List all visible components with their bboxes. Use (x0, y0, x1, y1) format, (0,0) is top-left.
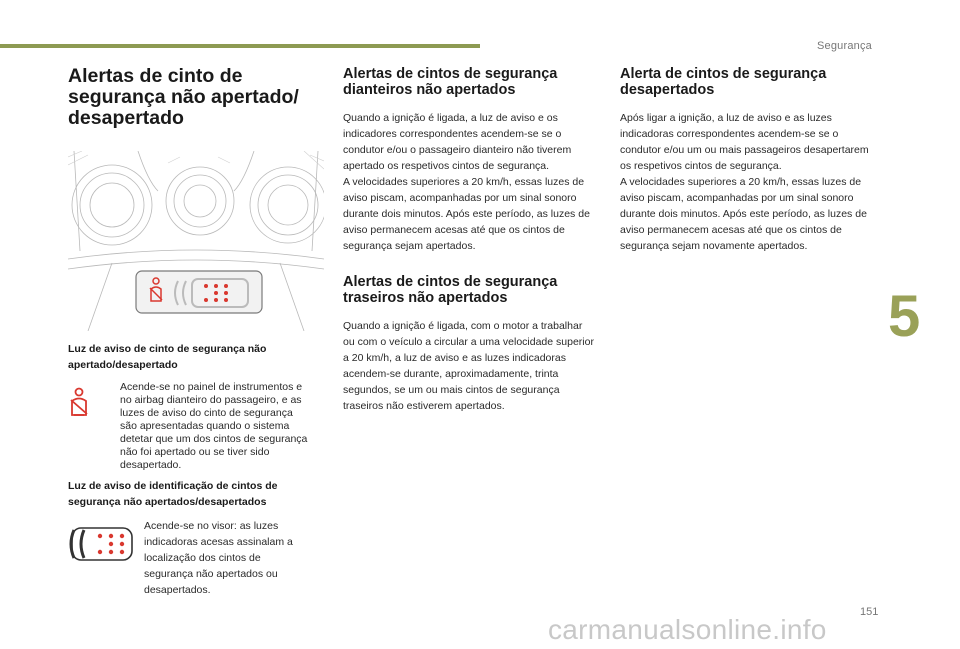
column-left (68, 66, 324, 598)
column-middle (343, 66, 595, 414)
header-accent-bar (0, 44, 480, 48)
dashboard-drawing (68, 151, 324, 331)
page-title: Alertas de cinto de segurança não apertado/ desapertado (68, 65, 299, 129)
seatbelt-warning-text: Acende-se no painel de instrumentos e no airbag dianteiro do passageiro, e as luzes de aviso do cinto de segurança são apresentadas quando o sistema detetar que um dos cintos de segurança não foi apertado ou se tiver sido desapertado. (120, 381, 308, 471)
front-belts-text: Quando a ignição é ligada, a luz de aviso e os indicadores correspondentes acendem-se se o condutor e/ou o passageiro dianteiro não tiverem apertado os respetivos cintos de segurança. A velocidades superiores a 20 km/h, essas luzes de aviso piscam, acompanhadas por um sinal sonoro durante dois minutos. Após este período, as luzes de aviso permanecem acesas até que os cintos de segurança sejam apertados. (343, 112, 590, 252)
seatbelt-warning-item (68, 381, 324, 472)
seat-indicator-text: Acende-se no visor: as luzes indicadoras acesas assinalam a localização dos cintos de segurança não apertados ou desapertados. (144, 520, 293, 596)
car-seats-icon (68, 526, 134, 567)
column-right (620, 66, 872, 254)
rear-belts-text: Quando a ignição é ligada, com o motor a trabalhar ou com o veículo a circular a uma velocidade superior a 20 km/h, a luz de aviso e as luzes indicadoras acendem-se durante, aproximadamente, trinta segundos, se um ou mais cintos de segurança traseiros não estiverem apertados. (343, 320, 594, 412)
subtitle-identification: Luz de aviso de identificação de cintos de segurança não apertados/desapertados (68, 480, 278, 508)
page-number: 151 (860, 606, 879, 618)
front-belts-heading: Alertas de cintos de segurança dianteiros não apertados (343, 66, 558, 98)
figure-caption: Luz de aviso de cinto de segurança não apertado/desapertado (68, 343, 267, 371)
seat-indicator-item (68, 518, 324, 598)
section-name: Segurança (816, 40, 872, 52)
rear-belts-heading: Alertas de cintos de segurança traseiros não apertados (343, 274, 558, 306)
seatbelt-icon (68, 387, 90, 422)
watermark: carmanualsonline.info (548, 614, 827, 645)
unfastened-belts-text: Após ligar a ignição, a luz de aviso e as luzes indicadoras correspondentes acendem-se se o condutor e/ou um ou mais passageiros desapertarem os respetivos cintos de segurança. A velocidades superiores a 20 km/h, essas luzes de aviso piscam, acompanhadas por um sinal sonoro durante dois minutos. Após este período, as luzes de aviso permanecem acesas até que os cintos de segurança sejam novamente apertados. (620, 112, 869, 252)
chapter-number: 5 (888, 284, 921, 349)
dashboard-illustration (68, 151, 324, 331)
unfastened-belts-heading: Alerta de cintos de segurança desapertados (620, 66, 827, 98)
